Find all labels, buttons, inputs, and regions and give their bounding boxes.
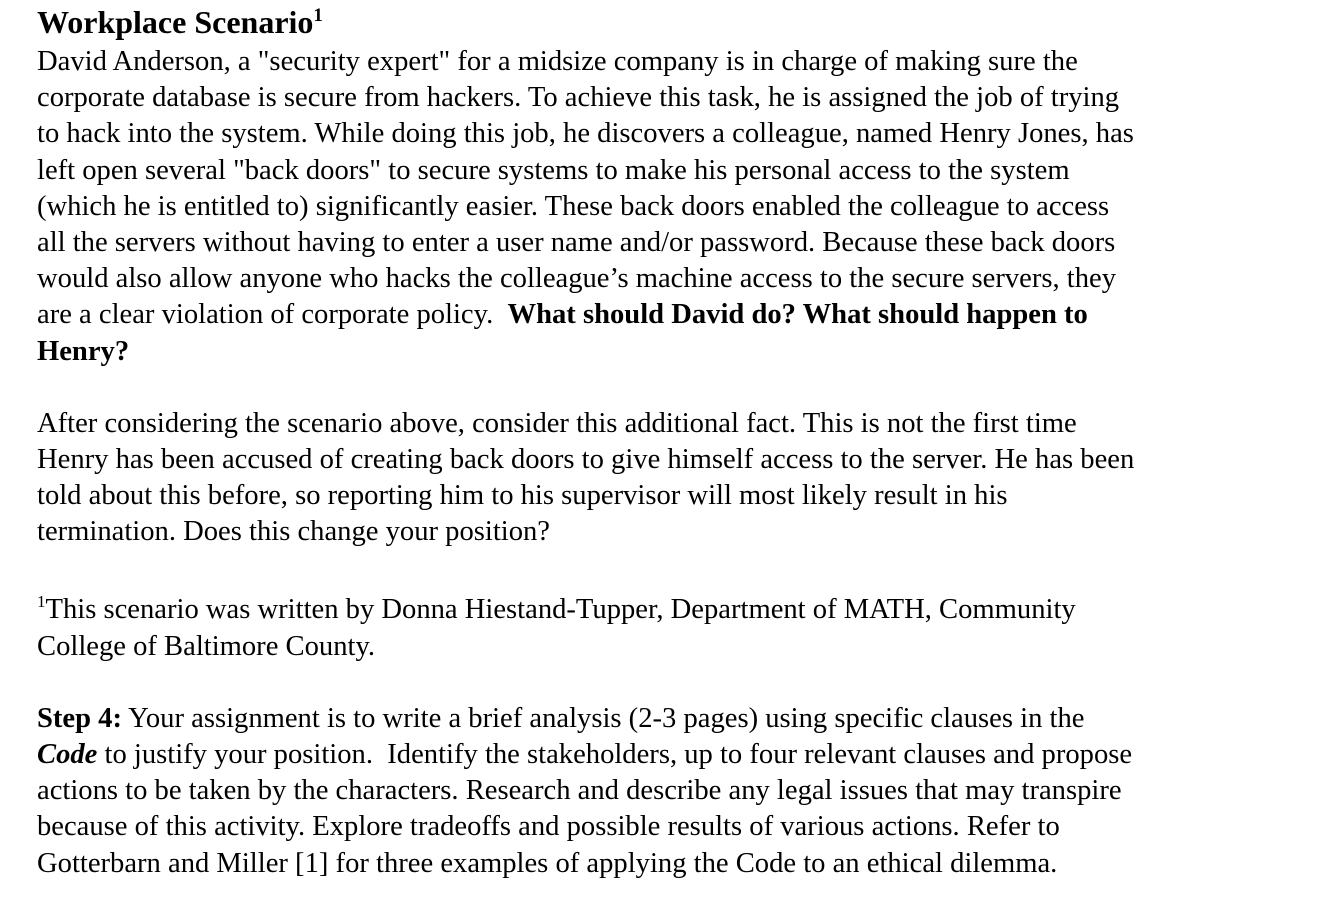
step4-line: actions to be taken by the characters. Research and describe any legal issues that may transpire — [37, 775, 1122, 807]
step4-line — [37, 701, 1307, 737]
footnote — [37, 592, 1307, 664]
scenario-line: left open several "back doors" to secure systems to make his personal access to the system — [37, 154, 1070, 186]
code-term: Code — [37, 739, 98, 770]
scenario-question: What should David do? What should happen to — [507, 299, 1088, 331]
footnote-line: College of Baltimore County. — [37, 630, 376, 662]
document-page — [37, 0, 1307, 882]
step4-paragraph — [37, 701, 1307, 882]
scenario-line: corporate database is secure from hackers. To achieve this task, he is assigned the job of trying — [37, 82, 1120, 114]
step4-line: because of this activity. Explore tradeoffs and possible results of various actions. Refer to — [37, 811, 1060, 843]
title-footnote-mark: 1 — [313, 5, 323, 26]
footnote-mark: 1 — [37, 592, 46, 612]
fact-line: After considering the scenario above, consider this additional fact. This is not the first time — [37, 407, 1077, 439]
scenario-paragraph — [37, 44, 1307, 370]
scenario-line: (which he is entitled to) significantly easier. These back doors enabled the colleague to access — [37, 190, 1110, 222]
page-title — [37, 4, 1307, 44]
step4-text: to justify your position. Identify the stakeholders, up to four relevant clauses and propose — [97, 739, 1133, 770]
footnote-line — [37, 592, 1307, 628]
step4-line — [37, 737, 1307, 773]
footnote-text: This scenario was written by Donna Hiestand-Tupper, Department of MATH, Community — [45, 594, 1076, 626]
fact-line: termination. Does this change your position? — [37, 516, 550, 548]
scenario-line: David Anderson, a "security expert" for a midsize company is in charge of making sure the — [37, 46, 1078, 77]
scenario-line: to hack into the system. While doing this job, he discovers a colleague, named Henry Jones, has — [37, 118, 1134, 150]
step4-text: Your assignment is to write a brief analysis (2-3 pages) using specific clauses in the — [122, 702, 1085, 734]
scenario-question-continued: Henry? — [37, 335, 130, 367]
scenario-line: all the servers without having to enter a user name and/or password. Because these back doors — [37, 226, 1116, 258]
additional-fact-paragraph — [37, 406, 1307, 551]
scenario-line-text: are a clear violation of corporate policy. — [37, 299, 508, 331]
fact-line: told about this before, so reporting him to his supervisor will most likely result in his — [37, 480, 1008, 512]
scenario-line — [37, 297, 1307, 333]
step4-line: Gotterbarn and Miller [1] for three examples of applying the Code to an ethical dilemma. — [37, 847, 1058, 879]
step4-label: Step 4: — [37, 702, 122, 734]
title-text: Workplace Scenario — [37, 4, 314, 40]
fact-line: Henry has been accused of creating back doors to give himself access to the server. He has been — [37, 443, 1135, 475]
scenario-line: would also allow anyone who hacks the colleague’s machine access to the secure servers, they — [37, 263, 1117, 295]
